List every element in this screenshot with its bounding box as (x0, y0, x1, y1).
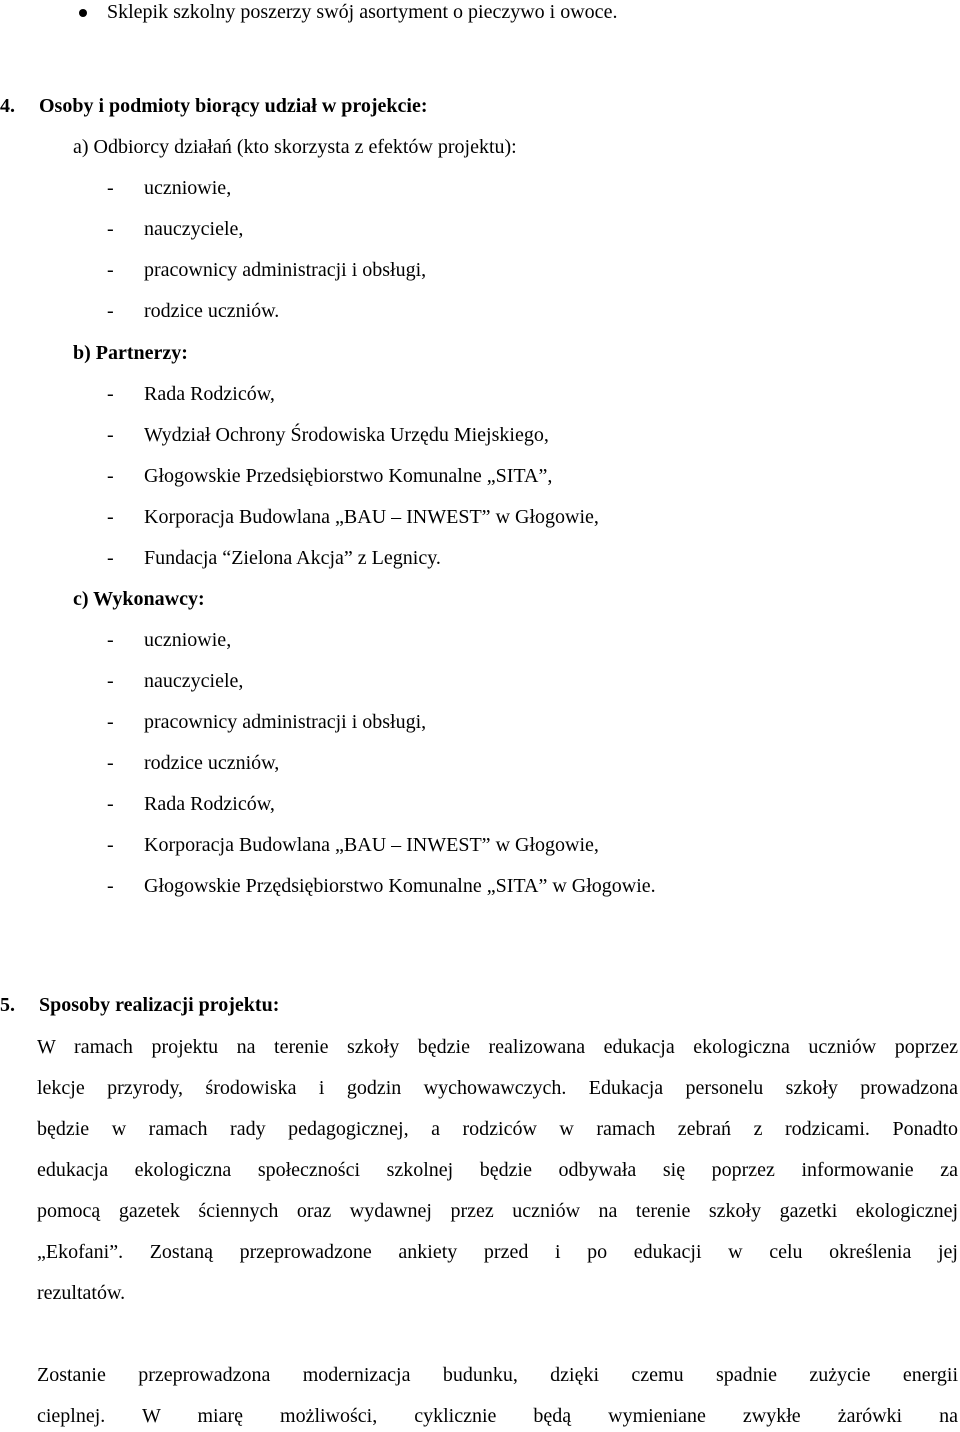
paragraph-line: Zostanie przeprowadzona modernizacja budunku, dzięki czemu spadnie zużycie energii (37, 1364, 958, 1386)
paragraph-line: rezultatów. (37, 1282, 126, 1304)
paragraph-line: lekcje przyrody, środowiska i godzin wychowawczych. Edukacja personelu szkoły prowadzona (37, 1077, 958, 1099)
section-4a-heading: a) Odbiorcy działań (kto skorzysta z efektów projektu): (73, 136, 517, 158)
section-4b-heading: b) Partnerzy: (73, 342, 188, 364)
section-4c-heading: c) Wykonawcy: (73, 588, 205, 610)
section-4-number: 4. (0, 95, 15, 117)
paragraph-line: „Ekofani”. Zostaną przeprowadzone ankiety przed i po edukacji w celu określenia jej (37, 1241, 958, 1263)
paragraph-line: edukacja ekologiczna społeczności szkolnej będzie odbywała się poprzez informowanie za (37, 1159, 958, 1181)
paragraph-line: będzie w ramach rady pedagogicznej, a rodziców w ramach zebrań z rodzicami. Ponadto (37, 1118, 958, 1140)
paragraph-line: pomocą gazetek ściennych oraz wydawnej przez uczniów na terenie szkoły gazetki ekologicznej (37, 1200, 958, 1222)
section-5-number: 5. (0, 994, 15, 1016)
paragraph-line: cieplnej. W miarę możliwości, cyklicznie będą wymieniane zwykłe żarówki na (37, 1405, 958, 1427)
section-5-title: Sposoby realizacji projektu: (39, 994, 280, 1016)
bullet-dot-icon (79, 9, 87, 17)
bullet-text: Sklepik szkolny poszerzy swój asortyment o pieczywo i owoce. (107, 1, 618, 23)
paragraph-line: W ramach projektu na terenie szkoły będzie realizowana edukacja ekologiczna uczniów poprzez (37, 1036, 958, 1058)
section-4-title: Osoby i podmioty biorący udział w projekcie: (39, 95, 428, 117)
